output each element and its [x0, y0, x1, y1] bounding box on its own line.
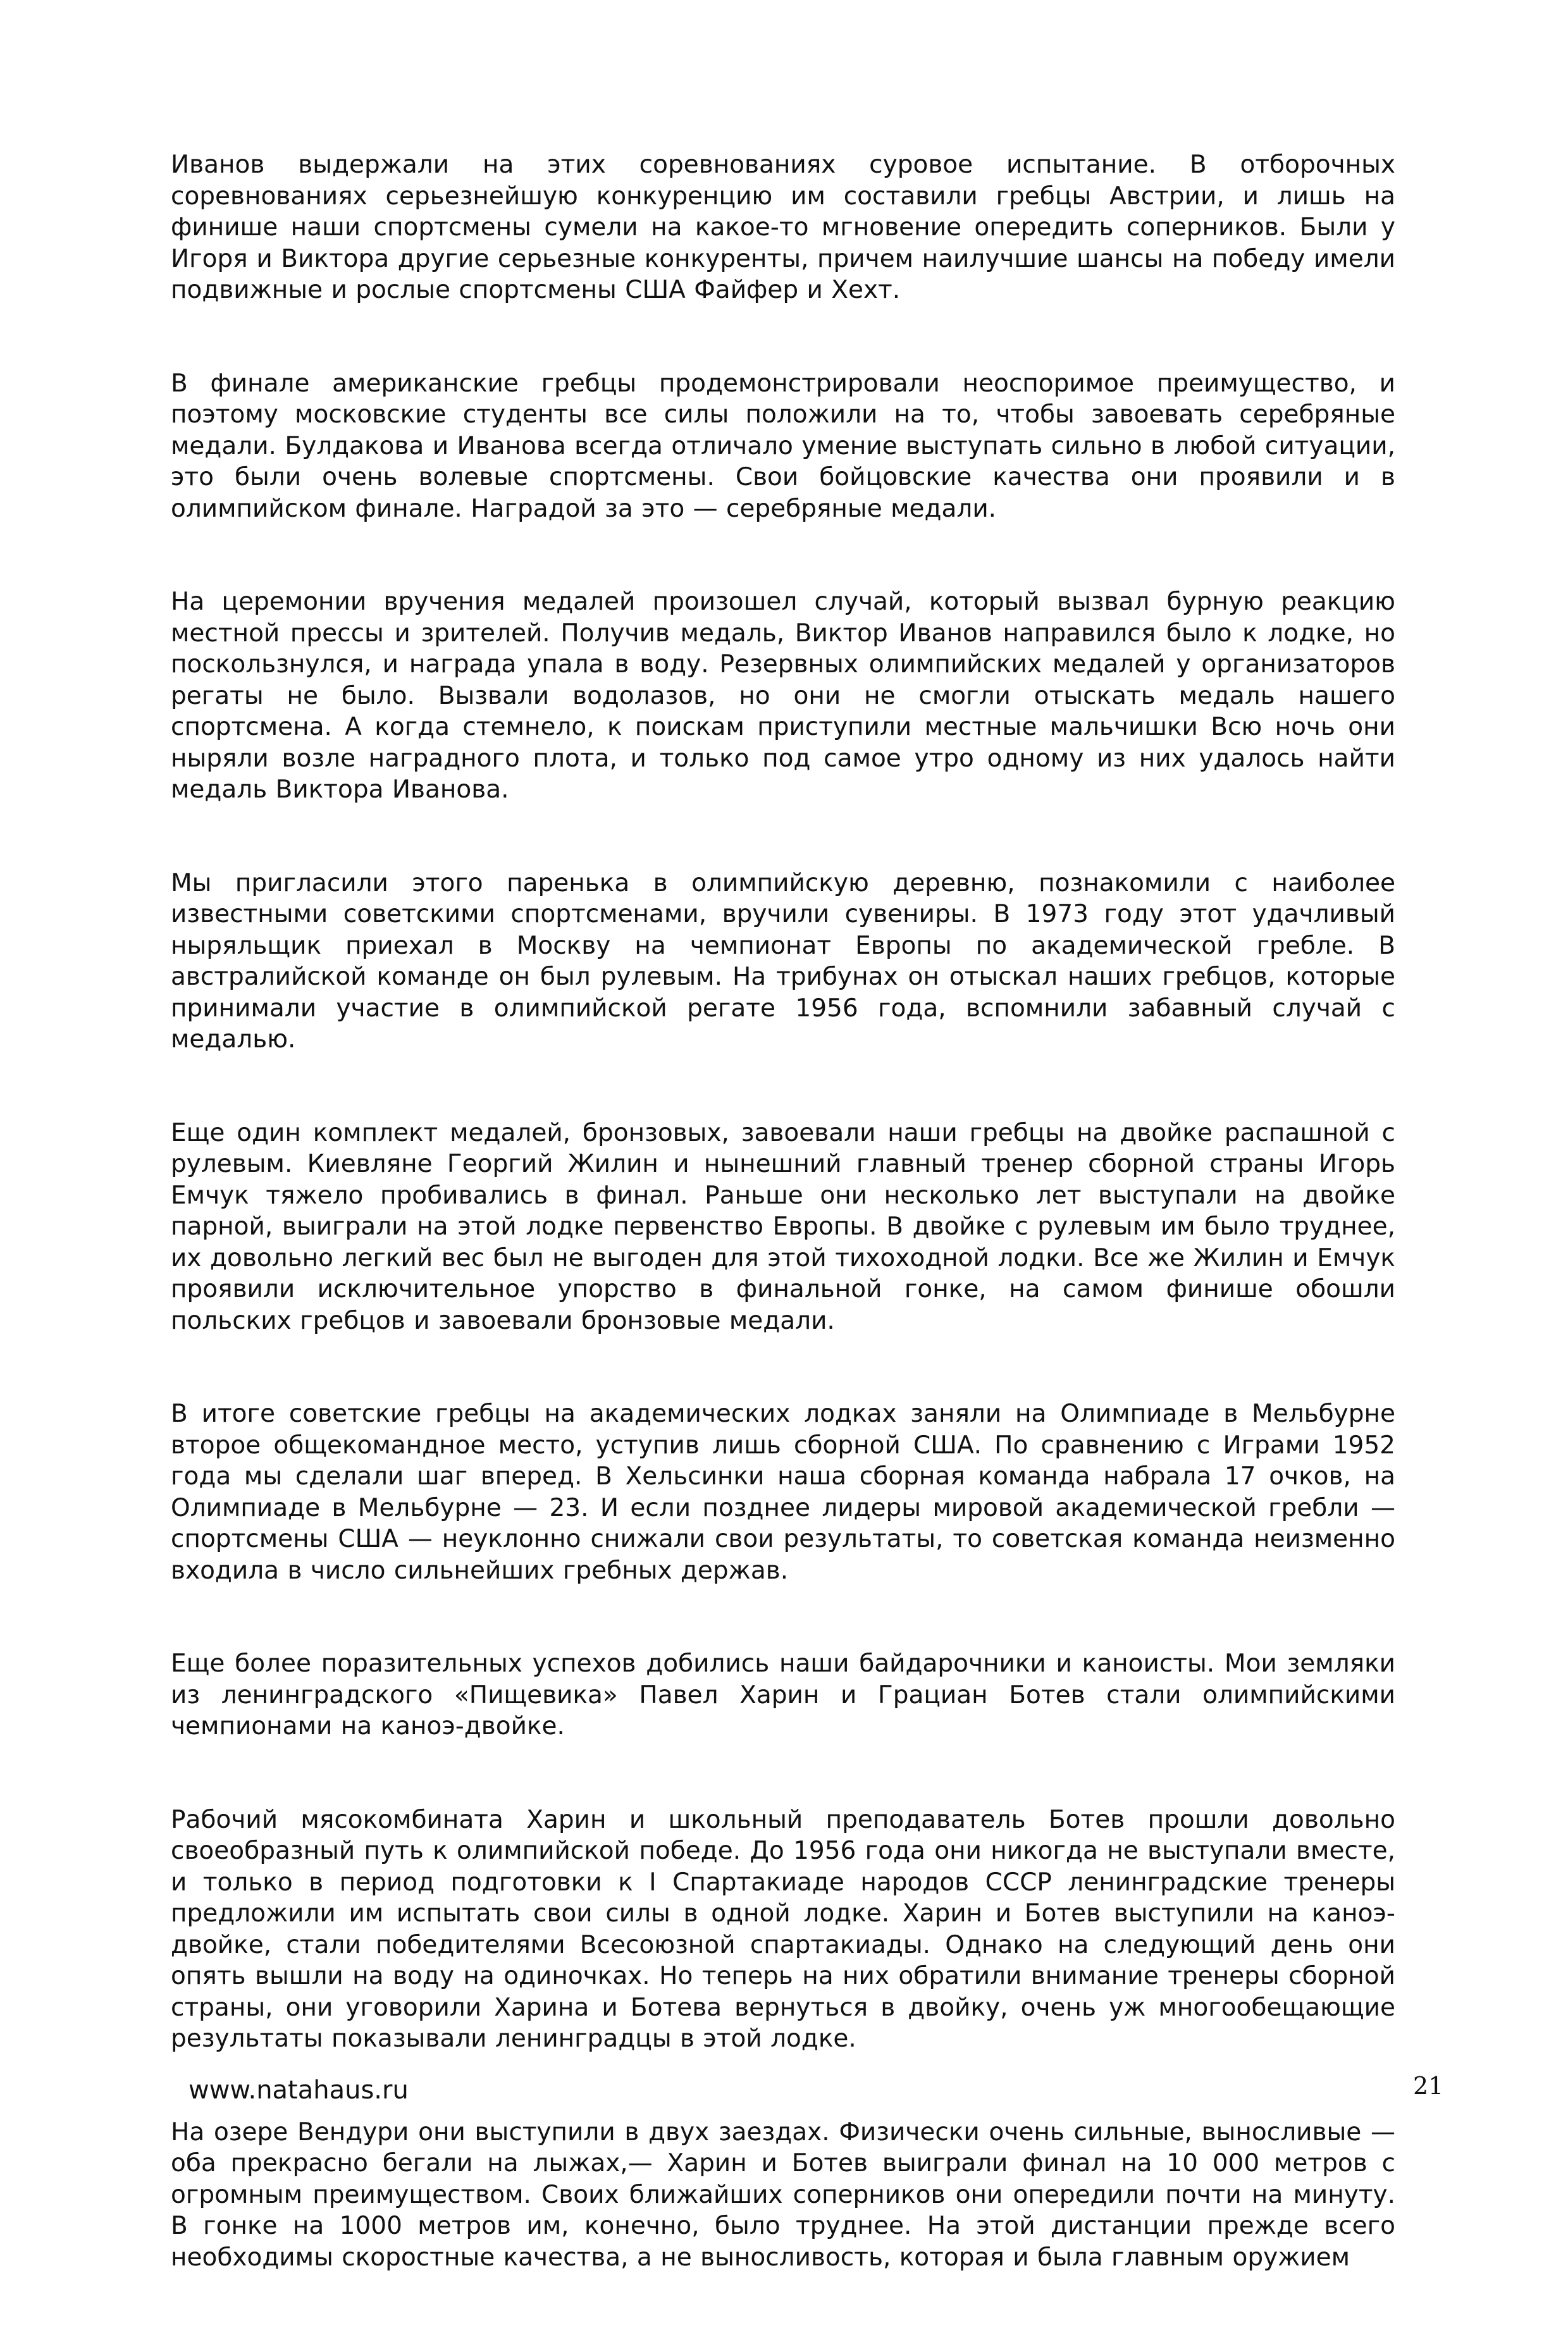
document-body	[171, 149, 1395, 2335]
footer-website: www.natahaus.ru	[188, 2076, 409, 2105]
paragraph-9: На озере Вендури они выступили в двух заездах. Физически очень сильные, выносливые — оба прекрасно бегали на лыжах,— Харин и Ботев выиграли финал на 10 000 метров с огромным преимуществом. Своих ближайших соперников они опередили почти на минуту. В гонке на 1000 метров им, конечно, было труднее. На этой дистанции прежде всего необходимы скоростные качества, а не выносливость, которая и была главным оружием	[171, 2117, 1395, 2272]
paragraph-1: Иванов выдержали на этих соревнованиях суровое испытание. В отборочных соревнованиях серьезнейшую конкуренцию им составили гребцы Австрии, и лишь на финише наши спортсмены сумели на какое-то мгновение опередить соперников. Были у Игоря и Виктора другие серьезные конкуренты, причем наилучшие шансы на победу имели подвижные и рослые спортсмены США Файфер и Хехт.	[171, 151, 1395, 304]
paragraph-8: Рабочий мясокомбината Харин и школьный преподаватель Ботев прошли довольно своеобразный путь к олимпийской победе. До 1956 года они никогда не выступали вместе, и только в период подготовки к I Спартакиаде народов СССР ленинградские тренеры предложили им испытать свои силы в одной лодке. Харин и Ботев выступили на каноэ-двойке, стали победителями Всесоюзной спартакиады. Однако на следующий день они опять вышли на воду на одиночках. Но теперь на них обратили внимание тренеры сборной страны, они уговорили Харина и Ботева вернуться в двойку, очень уж многообещающие результаты показывали ленинградцы в этой лодке.	[171, 1805, 1395, 2053]
paragraph-4: Мы пригласили этого паренька в олимпийскую деревню, познакомили с наиболее известными советскими спортсменами, вручили сувениры. В 1973 году этот удачливый ныряльщик приехал в Москву на чемпионат Европы по академической гребле. В австралийской команде он был рулевым. На трибунах он отыскал наших гребцов, которые принимали участие в олимпийской регате 1956 года, вспомнили забавный случай с медалью.	[171, 868, 1395, 1054]
paragraph-5: Еще один комплект медалей, бронзовых, завоевали наши гребцы на двойке распашной с рулевым. Киевляне Георгий Жилин и нынешний главный тренер сборной страны Игорь Емчук тяжело пробивались в финал. Раньше они несколько лет выступали на двойке парной, выиграли на этой лодке первенство Европы. В двойке с рулевым им было труднее, их довольно легкий вес был не выгоден для этой тихоходной лодки. Все же Жилин и Емчук проявили исключительное упорство в финальной гонке, на самом финише обошли польских гребцов и завоевали бронзовые медали.	[171, 1118, 1395, 1335]
paragraph-2: В финале американские гребцы продемонстрировали неоспоримое преимущество, и поэтому московские студенты все силы положили на то, чтобы завоевать серебряные медали. Булдакова и Иванова всегда отличало умение выступать сильно в любой ситуации, это были очень волевые спортсмены. Свои бойцовские качества они проявили и в олимпийском финале. Наградой за это — серебряные медали.	[171, 369, 1395, 523]
paragraph-6: В итоге советские гребцы на академических лодках заняли на Олимпиаде в Мельбурне второе общекомандное место, уступив лишь сборной США. По сравнению с Играми 1952 года мы сделали шаг вперед. В Хельсинки наша сборная команда набрала 17 очков, на Олимпиаде в Мельбурне — 23. И если позднее лидеры мировой академической гребли — спортсмены США — неуклонно снижали свои результаты, то советская команда неизменно входила в число сильнейших гребных держав.	[171, 1400, 1395, 1585]
page-number: 21	[1413, 2072, 1444, 2100]
paragraph-3: На церемонии вручения медалей произошел случай, который вызвал бурную реакцию местной прессы и зрителей. Получив медаль, Виктор Иванов направился было к лодке, но поскользнулся, и награда упала в воду. Резервных олимпийских медалей у организаторов регаты не было. Вызвали водолазов, но они не смогли отыскать медаль нашего спортсмена. А когда стемнело, к поискам приступили местные мальчишки Всю ночь они ныряли возле наградного плота, и только под самое утро одному из них удалось найти медаль Виктора Иванова.	[171, 588, 1395, 804]
paragraph-7: Еще более поразительных успехов добились наши байдарочники и каноисты. Мои земляки из ленинградского «Пищевика» Павел Харин и Грациан Ботев стали олимпийскими чемпионами на каноэ-двойке.	[171, 1649, 1395, 1740]
